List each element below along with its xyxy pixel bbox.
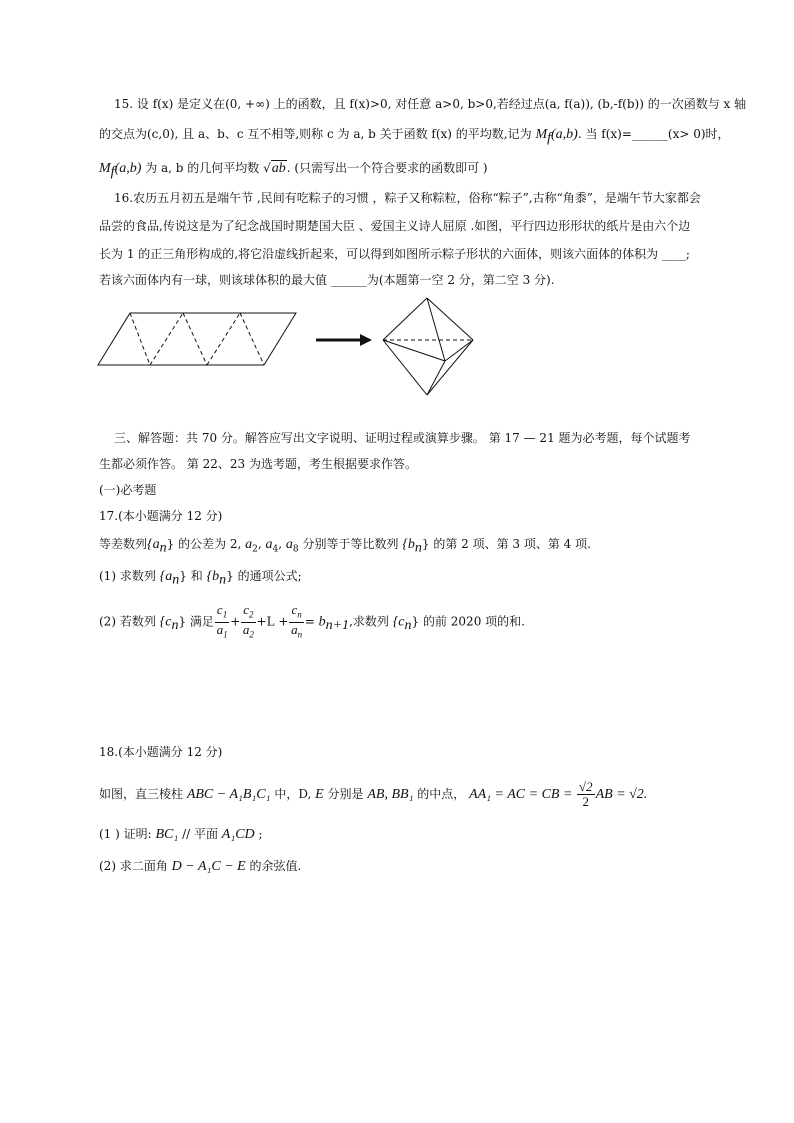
q17-p2-cond: 满足 [186,614,214,629]
q15-sqrt-body: ab [271,161,286,176]
q17-seq-a-sub: n [159,540,167,556]
section3-subheading: (一)必考题 [99,483,157,497]
q17-stem-geo: 分别等于等比数列 [298,537,403,551]
parallelogram-net [98,313,296,365]
q18-stem-text: 如图，直三棱柱 [99,787,187,801]
section3-line-1: 三、解答题：共 70 分。解答应写出文字说明、证明过程或演算步骤。 第 17 — 21 题为必考题，每个试题考 [114,431,691,445]
fold-line-1 [130,313,150,365]
parallelogram-outline [98,313,296,365]
q17-part-2: (2) 若数列 $\{c_n\}$ 满足 $\frac{c_1}{a_1}$ + $\frac{c_2}{a_2}$ +L + $\frac{c_n}{a_n}$ = $b_{n+1}$,求数列 $\{c_n\}$ 的前 2020 项的和. [99,602,525,640]
fold-line-3 [183,313,207,365]
q16-line-2: 品尝的食品,传说这是为了纪念战国时期楚国大臣 、爱国主义诗人屈原 .如图，平行四边形形状的纸片是由六个边 [99,219,691,233]
q17-frac-1: $\frac{c_1}{a_1}$ [216,602,228,640]
q18-stem-mid: 中，D, [270,787,316,801]
fold-line-4 [207,313,240,365]
q18-equation-1: AA₁ = AC = CB = [469,787,576,802]
fold-line-2 [150,313,183,365]
fold-line-5 [240,313,264,365]
q17-frac-2: $\frac{c_2}{a_2}$ [242,602,254,640]
q18-segments: AB, BB₁ [367,787,414,802]
q18-frac-den: 2 [582,794,589,809]
q17-seq-a: {a [147,537,160,552]
q18-stem-mid2: 分别是 [323,787,368,801]
q17-frac-n: $\frac{c_n}{a_n}$ [291,602,303,640]
q15-line-3-end: . (只需写出一个符合要求的函数即可 ) [286,161,488,175]
q18-p1-text: (1 ) 证明: [99,827,156,841]
q17-p2-end: 的前 2020 项的和. [419,614,525,629]
q15-mean-symbol: M [535,127,548,142]
q17-p1-text: (1) 求数列 [99,569,160,583]
q15-line-2 [99,126,730,146]
q15-mean-symbol-2: M [99,161,111,176]
q18-p1-mid: // 平面 [178,827,222,841]
q17-stem: 等差数列$\{a_n\}$ 的公差为 2, $a_2$, $a_4$, $a_8$ 分别等于等比数列 $\{b_n\}$ 的第 2 项、第 3 项、第 4 项. [99,537,591,556]
q15-line-2-text: 的交点为(c,0), 且 a、b、c 互不相等,则称 c 为 a, b 关于函数 f(x) 的平均数,记为 [99,127,536,141]
q16-line-4: 若该六面体内有一球，则该球体积的最大值 ______为(本题第一空 2 分，第二空 3 分). [99,273,555,287]
q15-line-3-mid: 为 a, b 的几何平均数 [141,161,264,175]
q18-p1-plane: A₁CD [221,827,255,842]
q16-line-3: 长为 1 的正三角形构成的,将它沿虚线折起来，可以得到如图所示粽子形状的六面体，则该六面体的体积为 ____; [99,247,690,261]
q18-frac-num: √2 [578,779,593,794]
q18-title: 18.(本小题满分 12 分) [99,745,223,759]
fold-lines [130,313,264,365]
section3-line-2: 生都必须作答。 第 22、23 为选考题，考生根据要求作答。 [99,457,417,471]
q17-p2-text: (2) 若数列 [99,614,160,629]
q15-line-3 [99,160,488,180]
q18-prism: ABC − A₁B₁C₁ [186,787,271,802]
q18-stem [99,776,647,813]
q17-stem-end: } 的第 2 项、第 3 项、第 4 项. [421,537,591,551]
q18-stem-mid3: 的中点， [413,787,470,801]
q15-mean-args-2: (a,b) [114,161,142,176]
q18-part-1 [99,826,263,843]
q17-seq-b-sub: n [414,540,422,556]
q18-p2-text: (2) 求二面角 [99,859,172,873]
q18-p2-end: 的余弦值. [245,859,302,873]
q17-p1-and: 和 [186,569,207,583]
q18-frac [577,780,595,809]
q17-title: 17.(本小题满分 12 分) [99,509,223,523]
q17-p2-mid: ,求数列 [349,614,393,629]
q18-p1-end: ; [254,827,263,841]
q18-point-e: E [315,787,324,802]
q17-stem-text: 等差数列 [99,537,148,551]
q15-line-2-end: . 当 f(x)=______(x> 0)时， [577,127,730,141]
q16-line-1: 16.农历五月初五是端午节 ,民间有吃粽子的习惯 ，粽子又称粽粒，俗称“粽子”,古称“角黍”，是端午节大家都会 [114,191,701,205]
q17-term-a2: a [245,537,253,552]
q15-line-1: 15. 设 f(x) 是定义在(0, +∞) 上的函数，且 f(x)>0, 对任意 a>0, b>0,若经过点(a, f(a)), (b,-f(b)) 的一次函数与 x 轴 [114,97,747,111]
q15-mean-sub: f [547,130,552,146]
q17-stem-diff: } 的公差为 2, [166,537,246,551]
q18-equation-2: AB = √2. [595,787,648,802]
q18-part-2 [99,858,301,875]
q18-p2-angle: D − A₁C − E [171,859,246,874]
q17-seq-b: {b [402,537,415,552]
q17-part-1: (1) 求数列 $\{a_n\}$ 和 $\{b_n\}$ 的通项公式; [99,569,302,588]
q15-mean-args: (a,b) [551,127,578,142]
q15-mean-sub-2: f [110,164,115,180]
q15-sqrt-sign: √ [263,161,271,175]
q17-p1-end: 的通项公式; [233,569,302,583]
hexahedron-figure [383,298,473,395]
q18-p1-line: BC₁ [155,827,179,842]
arrow-icon [316,334,372,346]
